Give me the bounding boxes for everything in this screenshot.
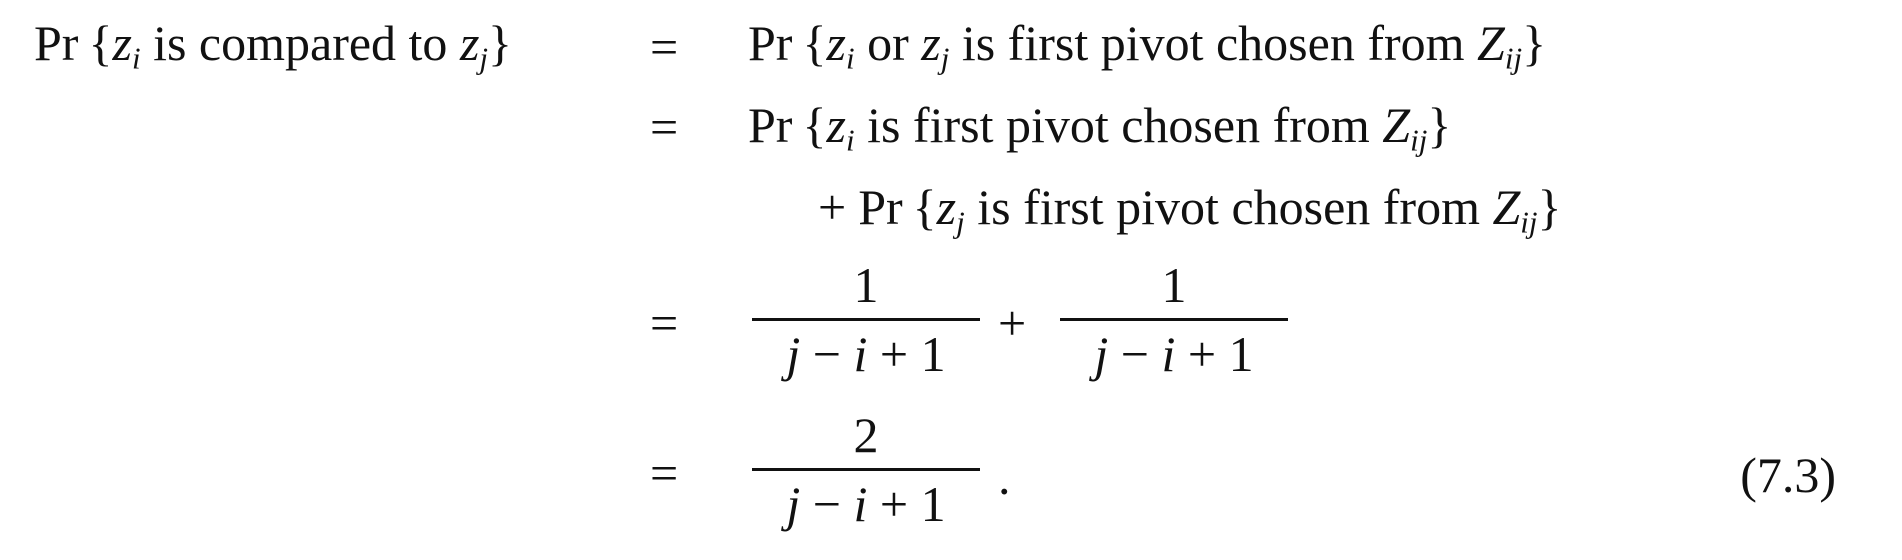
fraction-numerator: 1 xyxy=(1161,257,1187,313)
pr-operator: Pr xyxy=(858,179,903,235)
set-Z: Z xyxy=(1382,97,1411,153)
pivot-text: is first pivot chosen from xyxy=(964,179,1493,235)
plus-one: + 1 xyxy=(867,326,946,382)
fraction-3 xyxy=(752,407,980,532)
var-z: z xyxy=(826,97,846,153)
right-brace: } xyxy=(1522,15,1547,71)
pr-operator: Pr xyxy=(34,15,79,71)
or-text: or xyxy=(854,15,922,71)
var-z: z xyxy=(826,15,846,71)
fraction-denominator xyxy=(752,326,980,382)
rhs-line-1 xyxy=(748,15,1547,76)
var-i: i xyxy=(1161,326,1176,382)
pivot-text: is first pivot chosen from xyxy=(949,15,1478,71)
var-z: z xyxy=(459,15,480,71)
fraction-numerator: 2 xyxy=(853,407,879,463)
set-Z: Z xyxy=(1477,15,1505,71)
fraction-bar xyxy=(1060,318,1288,321)
var-j: j xyxy=(1094,326,1109,382)
equals-sign-4: = xyxy=(650,445,679,501)
left-brace: { xyxy=(912,179,937,235)
minus-sign: − xyxy=(800,326,854,382)
fraction-bar xyxy=(752,468,980,471)
pr-operator: Pr xyxy=(748,15,793,71)
subscript-ij: ij xyxy=(1410,122,1428,158)
left-brace: { xyxy=(802,15,827,71)
equals-sign-2: = xyxy=(650,99,679,155)
rhs-line-2 xyxy=(748,97,1452,158)
equation-number: (7.3) xyxy=(1740,447,1836,503)
subscript-ij: ij xyxy=(1504,40,1523,76)
rhs-line-3 xyxy=(818,179,1562,240)
right-brace: } xyxy=(1537,179,1562,235)
var-z: z xyxy=(921,15,941,71)
var-j: j xyxy=(786,326,801,382)
pr-operator: Pr xyxy=(748,97,793,153)
left-brace: { xyxy=(802,97,827,153)
set-Z: Z xyxy=(1492,179,1521,235)
period: . xyxy=(998,449,1011,505)
lhs-expression xyxy=(34,15,513,76)
subscript-j: j xyxy=(956,204,965,240)
plus-sign: + xyxy=(818,179,847,235)
subscript-i: i xyxy=(845,122,855,158)
fraction-bar xyxy=(752,318,980,321)
plus-one: + 1 xyxy=(867,476,946,532)
minus-sign: − xyxy=(800,476,854,532)
var-z: z xyxy=(936,179,957,235)
var-j: j xyxy=(786,476,801,532)
subscript-i: i xyxy=(845,40,855,76)
fraction-1 xyxy=(752,257,980,382)
var-z: z xyxy=(112,15,132,71)
fraction-2 xyxy=(1060,257,1288,382)
right-brace: } xyxy=(1427,97,1452,153)
right-brace: } xyxy=(488,15,513,71)
fraction-denominator xyxy=(752,476,980,532)
equals-sign-1: = xyxy=(650,19,679,75)
fraction-numerator: 1 xyxy=(853,257,879,313)
lhs-text: is compared to xyxy=(140,15,460,71)
subscript-j: j xyxy=(940,40,950,76)
subscript-ij: ij xyxy=(1520,204,1538,240)
subscript-j: j xyxy=(479,40,489,76)
plus-one: + 1 xyxy=(1175,326,1254,382)
minus-sign: − xyxy=(1108,326,1162,382)
fraction-denominator xyxy=(1060,326,1288,382)
left-brace: { xyxy=(88,15,113,71)
plus-sign: + xyxy=(998,295,1027,351)
equals-sign-3: = xyxy=(650,295,679,351)
var-i: i xyxy=(853,476,868,532)
var-i: i xyxy=(853,326,868,382)
pivot-text: is first pivot chosen from xyxy=(854,97,1383,153)
subscript-i: i xyxy=(131,40,141,76)
